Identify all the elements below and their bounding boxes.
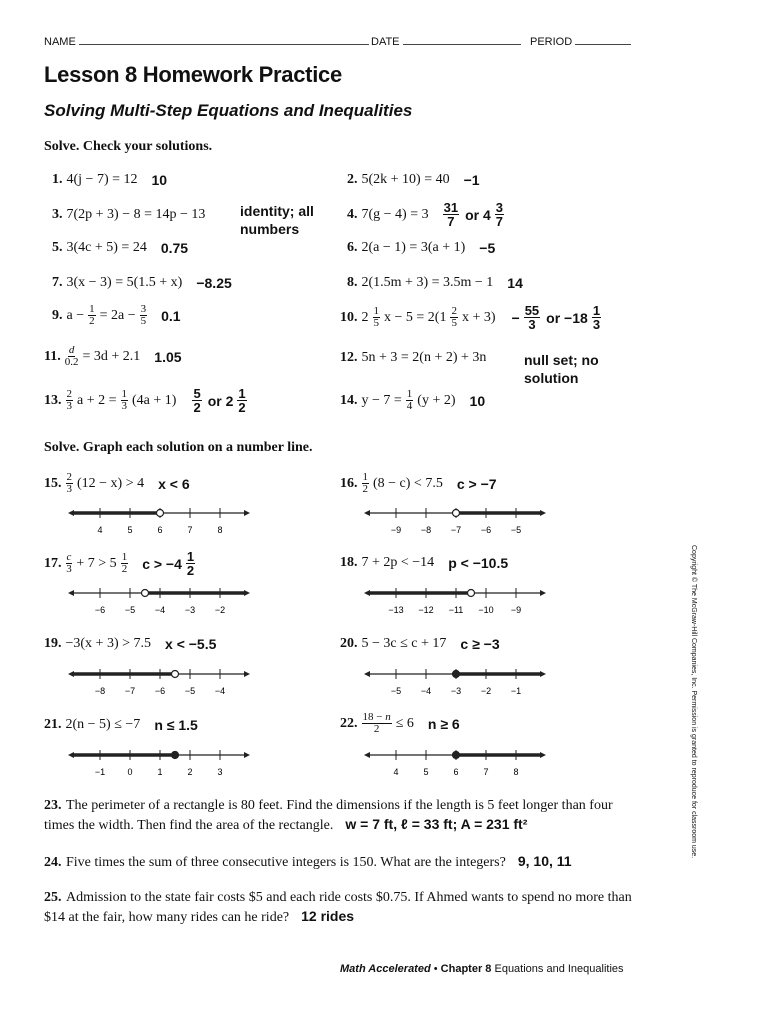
problem-answer: c ≥ −3 — [460, 636, 500, 652]
copyright-notice: Copyright © The McGraw-Hill Companies, Inc. Permission is granted to reproduce for classroom use. — [690, 545, 697, 859]
tick-label: −3 — [184, 605, 196, 615]
problem-answer: n ≥ 6 — [427, 715, 460, 732]
period-field[interactable] — [530, 35, 631, 48]
problem-number: 15. — [44, 475, 62, 491]
problem-answer: w = 7 ft, ℓ = 33 ft; A = 231 ft² — [345, 816, 528, 832]
problem-4: 4. 7(g − 4) = 3 31 7 or 4 3 7 — [347, 200, 504, 229]
problem-number: 7. — [52, 275, 63, 290]
problem-number: 24. — [44, 855, 62, 870]
number-line-21 — [66, 747, 252, 777]
word-problem-25 — [44, 889, 634, 927]
problem-equation: = 3d + 2.1 — [82, 348, 141, 364]
number-line-svg — [66, 585, 252, 615]
problem-answer: 0.1 — [161, 307, 181, 324]
problem-number: 9. — [52, 307, 63, 323]
word-problem-24 — [44, 852, 634, 872]
problem-number: 5. — [52, 240, 63, 255]
closed-endpoint — [172, 752, 179, 759]
problem-21 — [44, 717, 198, 733]
arrow-right-icon — [540, 590, 546, 596]
tick-label: −5 — [184, 686, 196, 696]
period-label: PERIOD — [530, 36, 573, 48]
tick-label: −6 — [94, 605, 106, 615]
problem-3 — [52, 207, 205, 223]
tick-label: 1 — [157, 767, 163, 777]
tick-label: −1 — [510, 686, 522, 696]
problem-answer: or 2 — [207, 392, 234, 409]
tick-label: −4 — [420, 686, 432, 696]
tick-label: −2 — [480, 686, 492, 696]
problem-answer: 10 — [469, 392, 486, 409]
problem-8 — [347, 275, 523, 291]
problem-answer: x < −5.5 — [165, 636, 217, 652]
problem-answer: 0.75 — [160, 240, 189, 256]
number-line-svg — [362, 505, 548, 535]
tick-label: −9 — [390, 525, 402, 535]
tick-label: −6 — [154, 686, 166, 696]
problem-number: 8. — [347, 275, 358, 290]
number-line-19 — [66, 666, 252, 696]
problem-answer: −8.25 — [196, 275, 232, 291]
problem-number: 19. — [44, 636, 62, 651]
problem-equation: 3(x − 3) = 5(1.5 + x) — [66, 275, 183, 290]
problem-number: 1. — [52, 172, 63, 187]
problem-number: 4. — [347, 206, 358, 222]
number-line-svg — [66, 747, 252, 777]
tick-label: −8 — [94, 686, 106, 696]
problem-3-answer: identity; all numbers — [240, 203, 314, 237]
closed-endpoint — [453, 671, 460, 678]
problem-number: 23. — [44, 798, 62, 813]
problem-equation: 5 − 3c ≤ c + 17 — [361, 636, 447, 651]
problem-equation: 5n + 3 = 2(n + 2) + 3n — [361, 350, 487, 365]
arrow-left-icon — [364, 510, 370, 516]
tick-label: −5 — [124, 605, 136, 615]
number-line-17 — [66, 585, 252, 615]
arrow-left-icon — [364, 671, 370, 677]
problem-number: 2. — [347, 172, 358, 187]
tick-label: −11 — [448, 605, 464, 615]
date-field[interactable] — [371, 35, 521, 48]
problem-number: 11. — [44, 348, 61, 364]
problem-equation: 2(a − 1) = 3(a + 1) — [361, 240, 466, 255]
tick-label: −3 — [450, 686, 462, 696]
tick-label: −4 — [214, 686, 226, 696]
problem-answer: 1.05 — [154, 348, 182, 365]
problem-number: 14. — [340, 392, 358, 408]
name-field[interactable] — [44, 35, 369, 48]
number-line-18 — [362, 585, 548, 615]
tick-label: 3 — [217, 767, 223, 777]
tick-label: −1 — [94, 767, 106, 777]
word-problem-23 — [44, 797, 634, 835]
problem-answer: c > −7 — [456, 475, 497, 492]
problem-12 — [340, 350, 486, 366]
number-line-svg — [362, 585, 548, 615]
number-line-svg — [66, 505, 252, 535]
tick-label: 4 — [97, 525, 103, 535]
tick-label: −12 — [418, 605, 434, 615]
problem-answer: or −18 — [546, 309, 588, 326]
problem-number: 3. — [52, 207, 63, 222]
problem-text: The perimeter of a rectangle is 80 feet. Find the dimensions if the length is 5 feet longer than four times the width. Then find the area of the rectangle. — [44, 798, 613, 833]
tick-label: 7 — [187, 525, 193, 535]
tick-label: 8 — [513, 767, 519, 777]
number-line-svg — [66, 666, 252, 696]
footer-book: Math Accelerated — [340, 963, 431, 975]
problem-equation: 4(j − 7) = 12 — [66, 172, 138, 187]
open-endpoint — [172, 671, 179, 678]
problem-number: 17. — [44, 555, 62, 571]
tick-label: −5 — [390, 686, 402, 696]
problem-1 — [52, 172, 167, 188]
tick-label: −2 — [214, 605, 226, 615]
problem-answer: x < 6 — [158, 475, 190, 492]
arrow-left-icon — [68, 590, 74, 596]
problem-number: 13. — [44, 392, 62, 408]
period-blank[interactable] — [575, 35, 631, 45]
problem-12-answer: null set; no solution — [524, 352, 599, 386]
tick-label: 0 — [127, 767, 133, 777]
problem-equation: 7(g − 4) = 3 — [361, 206, 429, 222]
tick-label: 6 — [453, 767, 459, 777]
problem-number: 25. — [44, 890, 62, 905]
problem-number: 21. — [44, 717, 62, 732]
problem-number: 18. — [340, 555, 358, 570]
arrow-right-icon — [244, 752, 250, 758]
problem-answer: p < −10.5 — [448, 555, 509, 571]
tick-label: 6 — [157, 525, 163, 535]
date-label: DATE — [371, 36, 400, 48]
section2-instruction: Solve. Graph each solution on a number line. — [44, 440, 313, 455]
arrow-left-icon — [364, 752, 370, 758]
problem-14: 14. y − 7 = $\frac{1}{4}$ (y + 2) 10 — [340, 388, 486, 412]
name-label: NAME — [44, 36, 76, 48]
date-blank[interactable] — [403, 35, 521, 45]
problem-equation: 2(1.5m + 3) = 3.5m − 1 — [361, 275, 494, 290]
number-line-16 — [362, 505, 548, 535]
tick-label: 7 — [483, 767, 489, 777]
problem-answer: 10 — [151, 172, 168, 188]
problem-answer: or 4 — [465, 206, 491, 223]
problem-text: Admission to the state fair costs $5 and each ride costs $0.75. If Ahmed wants to spend no more than $14 at the fair, how many rides can he ride? — [44, 890, 632, 925]
problem-20 — [340, 636, 500, 652]
footer-chapter-title: Equations and Inequalities — [494, 963, 624, 975]
arrow-right-icon — [244, 671, 250, 677]
problem-answer: 12 rides — [301, 908, 355, 924]
problem-18 — [340, 555, 508, 571]
footer-chapter: Chapter 8 — [440, 963, 492, 975]
problem-7 — [52, 275, 232, 291]
problem-equation: 7(2p + 3) − 8 = 14p − 13 — [66, 207, 206, 222]
number-line-svg — [362, 747, 548, 777]
tick-label: 5 — [127, 525, 133, 535]
problem-11: 11. $\frac{d}{0.2}$ = 3d + 2.1 1.05 — [44, 344, 182, 368]
page-footer — [340, 963, 624, 975]
tick-label: −7 — [450, 525, 462, 535]
problem-number: 12. — [340, 350, 358, 365]
number-line-15 — [66, 505, 252, 535]
tick-label: −10 — [478, 605, 494, 615]
section1-instruction: Solve. Check your solutions. — [44, 139, 213, 154]
page-subtitle: Solving Multi-Step Equations and Inequalities — [44, 101, 413, 120]
problem-equation: 5(2k + 10) = 40 — [361, 172, 450, 187]
tick-label: −9 — [510, 605, 522, 615]
problem-answer: 14 — [507, 275, 523, 291]
tick-label: 8 — [217, 525, 223, 535]
problem-answer: n ≤ 1.5 — [154, 717, 198, 733]
tick-label: −4 — [154, 605, 166, 615]
problem-answer: −1 — [463, 172, 480, 188]
page-title: Lesson 8 Homework Practice — [44, 62, 342, 87]
tick-label: −13 — [388, 605, 404, 615]
problem-5 — [52, 240, 188, 256]
problem-text: Five times the sum of three consecutive integers is 150. What are the integers? — [66, 855, 506, 870]
problem-answer: −5 — [479, 240, 496, 256]
tick-label: −8 — [420, 525, 432, 535]
name-blank[interactable] — [79, 35, 369, 45]
problem-number: 20. — [340, 636, 358, 651]
problem-equation: 3(4c + 5) = 24 — [66, 240, 147, 255]
problem-equation: 7 + 2p < −14 — [361, 555, 435, 570]
open-endpoint — [157, 510, 164, 517]
problem-answer: 9, 10, 11 — [517, 853, 572, 869]
problem-13: 13. $\frac{2}{3}$ a + 2 = $\frac{1}{3}$ (4a + 1) 5 2 or 2 1 2 — [44, 386, 246, 415]
problem-2 — [347, 172, 480, 188]
tick-label: −7 — [124, 686, 136, 696]
problem-15: 15. $\frac{2}{3}$ (12 − x) > 4 x < 6 — [44, 471, 190, 495]
tick-label: 5 — [423, 767, 429, 777]
arrow-right-icon — [244, 510, 250, 516]
problem-equation: ≤ 6 — [395, 715, 414, 731]
number-line-svg — [362, 666, 548, 696]
problem-equation: −3(x + 3) > 7.5 — [65, 636, 152, 651]
problem-9: 9. a − $\frac{1}{2}$ = 2a − $\frac{3}{5}$ 0.1 — [52, 303, 181, 327]
problem-number: 16. — [340, 475, 358, 491]
open-endpoint — [142, 590, 149, 597]
number-line-20 — [362, 666, 548, 696]
problem-number: 10. — [340, 309, 358, 325]
tick-label: −6 — [480, 525, 492, 535]
problem-22: 22. $\frac{18 - n}{2}$ ≤ 6 n ≥ 6 — [340, 711, 460, 735]
problem-number: 6. — [347, 240, 358, 255]
problem-answer: c > −4 — [142, 555, 182, 572]
tick-label: 2 — [187, 767, 193, 777]
number-line-22 — [362, 747, 548, 777]
problem-17: 17. $\frac{c}{3}$ + 7 > 5 $\frac{1}{2}$ c > −4 1 2 — [44, 549, 195, 578]
problem-19 — [44, 636, 216, 652]
open-endpoint — [468, 590, 475, 597]
tick-label: 4 — [393, 767, 399, 777]
footer-bullet: • — [433, 963, 438, 975]
problem-16: 16. $\frac{1}{2}$ (8 − c) < 7.5 c > −7 — [340, 471, 497, 495]
problem-6 — [347, 240, 495, 256]
problem-equation: 2(n − 5) ≤ −7 — [65, 717, 141, 732]
open-endpoint — [453, 510, 460, 517]
tick-label: −5 — [510, 525, 522, 535]
problem-10: 10. 2 $\frac{1}{5}$ x − 5 = 2(1 $\frac{2}{5}$ x + 3) − $\frac{55}{3}$ or −18 1 3 — [340, 303, 601, 332]
closed-endpoint — [453, 752, 460, 759]
